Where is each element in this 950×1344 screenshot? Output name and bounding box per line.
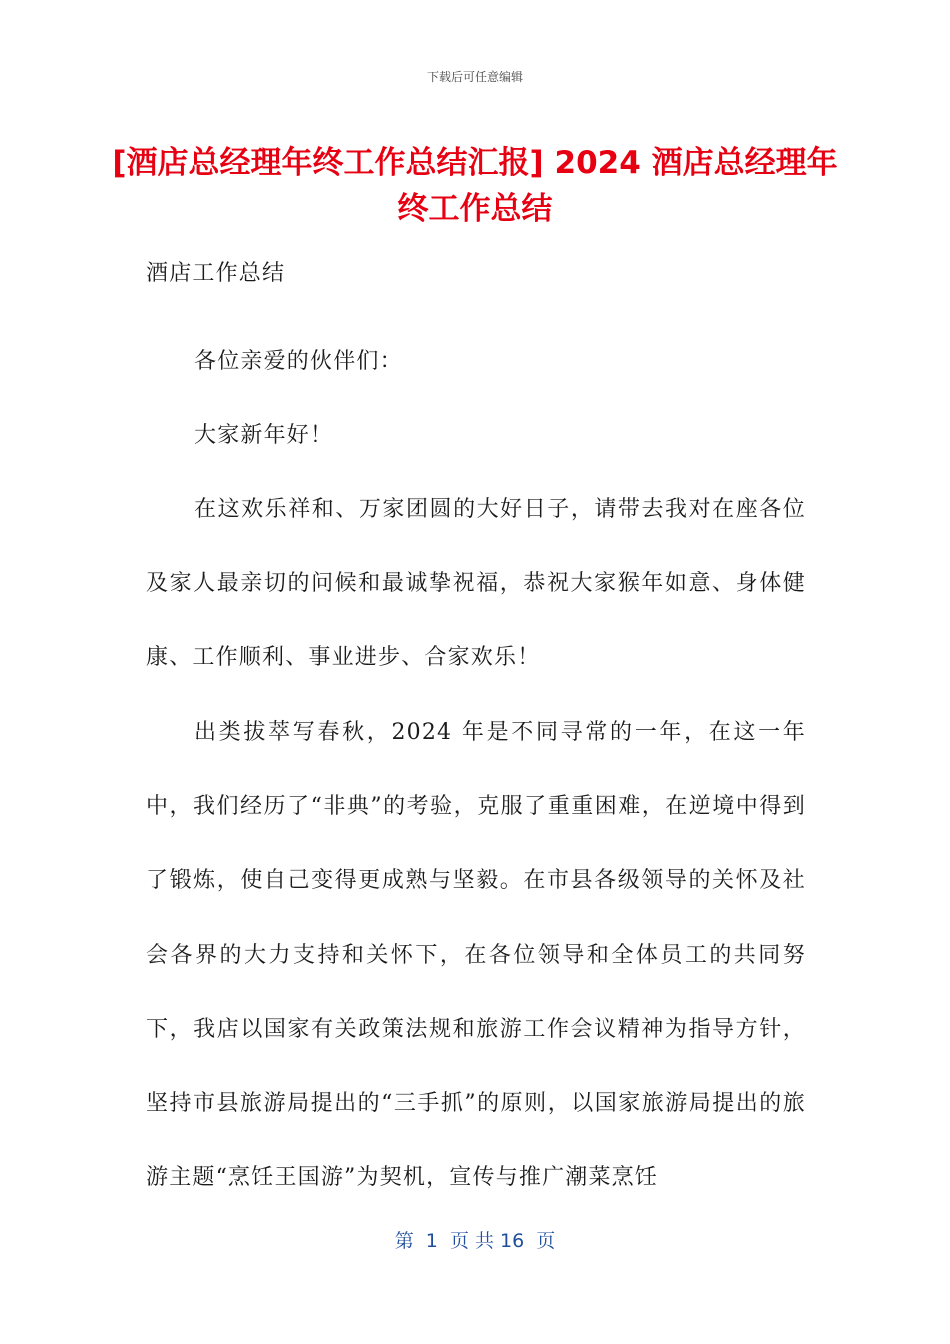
paragraph-wish: 在这欢乐祥和、万家团圆的大好日子，请带去我对在座各位及家人最亲切的问候和最诚挚祝福，恭祝大家猴年如意、身体健康、工作顺利、事业进步、合家欢乐！ [146, 497, 806, 671]
paragraph-greeting: 各位亲爱的伙伴们： [194, 349, 403, 374]
page-footer [0, 1226, 950, 1253]
document-subtitle: 酒店工作总结 [146, 261, 286, 286]
document-title: [酒店总经理年终工作总结汇报] 2024 酒店总经理年终工作总结 [112, 145, 838, 227]
paragraph-new-year: 大家新年好！ [194, 423, 334, 448]
header-note: 下载后可任意编辑 [426, 70, 523, 84]
page-number-text: 第 1 页 共 16 页 [394, 1230, 556, 1252]
paragraph-review: 出类拔萃写春秋，2024 年是不同寻常的一年，在这一年中，我们经历了“非典”的考验，克服了重重困难，在逆境中得到了锻炼，使自己变得更成熟与坚毅。在市县各级领导的关怀及社会各界的大力支持和关怀下，在各位领导和全体员工的共同努下，我店以国家有关政策法规和旅游工作会议精神为指导方针，坚持市县旅游局提出的“三手抓”的原则，以国家旅游局提出的旅游主题“烹饪王国游”为契机，宣传与推广潮菜烹饪 [146, 720, 806, 1191]
